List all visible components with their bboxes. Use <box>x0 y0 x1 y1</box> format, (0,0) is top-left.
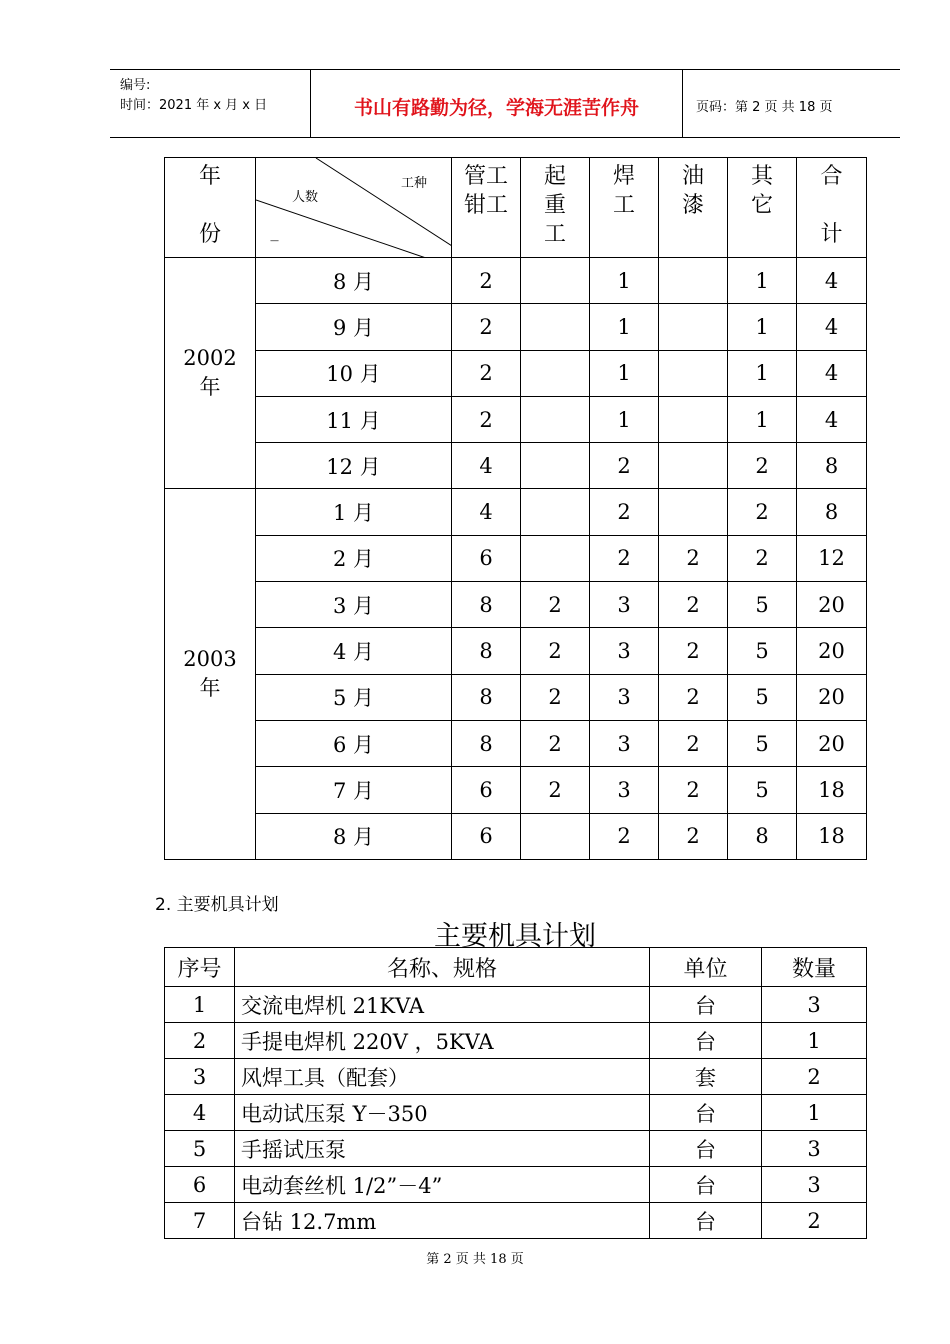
count-cell: 2 <box>452 396 521 442</box>
count-cell: 4 <box>452 443 521 489</box>
count-cell: 1 <box>728 258 797 304</box>
trade-header <box>659 158 728 258</box>
year-header-text: 年 份 <box>198 164 221 247</box>
name-cell: 电动试压泵 Y－350 <box>235 1095 650 1131</box>
name-cell: 交流电焊机 21KVA <box>235 987 650 1023</box>
count-cell: 4 <box>797 304 867 350</box>
seq-cell: 7 <box>165 1203 235 1239</box>
equipment-row <box>165 1023 867 1059</box>
count-cell: 2 <box>659 674 728 720</box>
count-cell: 2 <box>452 350 521 396</box>
table-row <box>165 489 867 535</box>
count-cell: 5 <box>728 582 797 628</box>
count-cell <box>659 258 728 304</box>
trade-header <box>452 158 521 258</box>
count-cell: 3 <box>590 720 659 766</box>
unit-cell: 台 <box>650 1131 762 1167</box>
month-cell: 1 月 <box>256 489 452 535</box>
count-cell: 8 <box>452 674 521 720</box>
count-cell: 2 <box>521 720 590 766</box>
name-cell: 手提电焊机 220V ，5KVA <box>235 1023 650 1059</box>
count-cell: 2 <box>728 443 797 489</box>
count-cell: 20 <box>797 720 867 766</box>
equipment-row <box>165 1059 867 1095</box>
diag-label-trade: 工种 <box>401 176 428 191</box>
count-cell <box>659 396 728 442</box>
unit-cell: 台 <box>650 1203 762 1239</box>
diag-label-count: 人数 <box>292 190 319 205</box>
count-cell: 1 <box>590 396 659 442</box>
table-row <box>165 396 867 442</box>
header-motto: 书山有路勤为径，学海无涯苦作舟 <box>311 70 683 137</box>
equipment-row <box>165 1167 867 1203</box>
count-cell <box>521 396 590 442</box>
trade-header-text: 焊 工 <box>612 164 635 218</box>
month-cell: 5 月 <box>256 674 452 720</box>
count-cell: 6 <box>452 813 521 859</box>
count-cell <box>521 489 590 535</box>
qty-cell: 2 <box>762 1059 867 1095</box>
trade-header-text: 油 漆 <box>681 164 704 218</box>
count-cell: 20 <box>797 582 867 628</box>
count-cell: 2 <box>590 535 659 581</box>
seq-cell: 5 <box>165 1131 235 1167</box>
unit-cell: 台 <box>650 987 762 1023</box>
month-cell: 6 月 <box>256 720 452 766</box>
count-cell: 3 <box>590 582 659 628</box>
seq-cell: 6 <box>165 1167 235 1203</box>
count-cell: 8 <box>728 813 797 859</box>
count-cell: 3 <box>590 674 659 720</box>
count-cell: 18 <box>797 813 867 859</box>
unit-cell: 台 <box>650 1167 762 1203</box>
table-row <box>165 258 867 304</box>
table-row <box>165 720 867 766</box>
count-cell: 2 <box>521 628 590 674</box>
count-cell: 8 <box>797 489 867 535</box>
table-row <box>165 674 867 720</box>
month-cell: 12 月 <box>256 443 452 489</box>
count-cell: 2 <box>659 535 728 581</box>
column-header: 单位 <box>650 948 762 987</box>
count-cell: 8 <box>452 628 521 674</box>
table-header-row <box>165 158 867 258</box>
count-cell: 5 <box>728 720 797 766</box>
count-cell: 2 <box>728 489 797 535</box>
column-header: 名称、规格 <box>235 948 650 987</box>
count-cell: 5 <box>728 767 797 813</box>
count-cell: 2 <box>659 582 728 628</box>
unit-cell: 台 <box>650 1095 762 1131</box>
month-cell: 11 月 <box>256 396 452 442</box>
name-cell: 电动套丝机 1/2”－4” <box>235 1167 650 1203</box>
page-footer: 第 2 页 共 18 页 <box>426 1252 524 1267</box>
qty-cell: 2 <box>762 1203 867 1239</box>
year-header <box>165 158 256 258</box>
count-cell: 2 <box>590 443 659 489</box>
year-cell-text: 2002 年 <box>183 346 237 400</box>
count-cell <box>521 350 590 396</box>
header-meta <box>110 70 311 137</box>
count-cell <box>659 304 728 350</box>
count-cell: 5 <box>728 674 797 720</box>
equipment-row <box>165 1095 867 1131</box>
count-cell: 2 <box>728 535 797 581</box>
seq-cell: 2 <box>165 1023 235 1059</box>
column-header: 序号 <box>165 948 235 987</box>
qty-cell: 1 <box>762 1023 867 1059</box>
count-cell: 20 <box>797 628 867 674</box>
header-page-info: 页码：第 2 页 共 18 页 <box>696 100 833 115</box>
count-cell: 2 <box>452 258 521 304</box>
count-cell: 18 <box>797 767 867 813</box>
count-cell: 12 <box>797 535 867 581</box>
equipment-table-title: 主要机具计划 <box>434 921 596 952</box>
count-cell: 2 <box>659 628 728 674</box>
trade-header <box>728 158 797 258</box>
count-cell: 6 <box>452 535 521 581</box>
qty-cell: 3 <box>762 1131 867 1167</box>
trade-header-text: 管工 钳工 <box>463 164 508 218</box>
count-cell <box>521 443 590 489</box>
count-cell <box>659 350 728 396</box>
count-cell: 2 <box>659 767 728 813</box>
count-cell: 3 <box>590 767 659 813</box>
seq-cell: 1 <box>165 987 235 1023</box>
unit-cell: 台 <box>650 1023 762 1059</box>
count-cell <box>521 813 590 859</box>
month-cell: 8 月 <box>256 813 452 859</box>
count-cell <box>659 489 728 535</box>
count-cell: 2 <box>521 674 590 720</box>
year-cell-text: 2003 年 <box>183 647 237 701</box>
count-cell: 20 <box>797 674 867 720</box>
section-heading: 2. 主要机具计划 <box>155 895 279 915</box>
count-cell: 2 <box>521 582 590 628</box>
equipment-table <box>164 947 867 1239</box>
month-cell: 3 月 <box>256 582 452 628</box>
table-row <box>165 813 867 859</box>
qty-cell: 3 <box>762 1167 867 1203</box>
name-cell: 台钻 12.7mm <box>235 1203 650 1239</box>
seq-cell: 4 <box>165 1095 235 1131</box>
count-cell: 2 <box>590 489 659 535</box>
count-cell: 2 <box>452 304 521 350</box>
count-cell: 8 <box>797 443 867 489</box>
count-cell: 2 <box>659 813 728 859</box>
name-cell: 风焊工具（配套） <box>235 1059 650 1095</box>
count-cell: 1 <box>728 396 797 442</box>
count-cell: 8 <box>452 720 521 766</box>
month-cell: 2 月 <box>256 535 452 581</box>
equipment-row <box>165 987 867 1023</box>
trade-header-text: 起 重 工 <box>543 164 566 247</box>
month-cell: 8 月 <box>256 258 452 304</box>
column-header: 数量 <box>762 948 867 987</box>
count-cell: 3 <box>590 628 659 674</box>
year-cell <box>165 489 256 859</box>
staffing-table <box>164 157 867 860</box>
trade-header <box>590 158 659 258</box>
count-cell: 2 <box>521 767 590 813</box>
unit-cell: 套 <box>650 1059 762 1095</box>
count-cell <box>521 535 590 581</box>
table-row <box>165 443 867 489</box>
count-cell: 1 <box>590 350 659 396</box>
count-cell: 4 <box>452 489 521 535</box>
count-cell: 4 <box>797 396 867 442</box>
seq-cell: 3 <box>165 1059 235 1095</box>
table-row <box>165 628 867 674</box>
month-cell: 4 月 <box>256 628 452 674</box>
name-cell: 手摇试压泵 <box>235 1131 650 1167</box>
year-cell <box>165 258 256 489</box>
table-row <box>165 767 867 813</box>
count-cell <box>521 304 590 350</box>
month-cell: 9 月 <box>256 304 452 350</box>
table-row <box>165 582 867 628</box>
trade-header-text: 其 它 <box>750 164 773 218</box>
count-cell: 5 <box>728 628 797 674</box>
trade-header <box>797 158 867 258</box>
diagonal-header <box>256 158 452 258</box>
table-row <box>165 535 867 581</box>
count-cell: 1 <box>590 258 659 304</box>
equipment-row <box>165 1203 867 1239</box>
count-cell: 6 <box>452 767 521 813</box>
count-cell: 8 <box>452 582 521 628</box>
count-cell: 1 <box>728 350 797 396</box>
qty-cell: 1 <box>762 1095 867 1131</box>
count-cell: 1 <box>590 304 659 350</box>
count-cell <box>659 443 728 489</box>
table-row <box>165 304 867 350</box>
qty-cell: 3 <box>762 987 867 1023</box>
month-cell: 7 月 <box>256 767 452 813</box>
equipment-header-row <box>165 948 867 987</box>
trade-header <box>521 158 590 258</box>
count-cell: 4 <box>797 258 867 304</box>
month-cell: 10 月 <box>256 350 452 396</box>
diag-label-mark: — <box>270 236 279 246</box>
number-label: 编号: <box>120 78 151 93</box>
table-row <box>165 350 867 396</box>
page-header <box>110 69 900 138</box>
count-cell: 1 <box>728 304 797 350</box>
equipment-row <box>165 1131 867 1167</box>
trade-header-text: 合 计 <box>820 164 843 247</box>
count-cell: 4 <box>797 350 867 396</box>
time-label: 时间：2021 年 x 月 x 日 <box>120 98 268 113</box>
count-cell <box>521 258 590 304</box>
count-cell: 2 <box>590 813 659 859</box>
count-cell: 2 <box>659 720 728 766</box>
